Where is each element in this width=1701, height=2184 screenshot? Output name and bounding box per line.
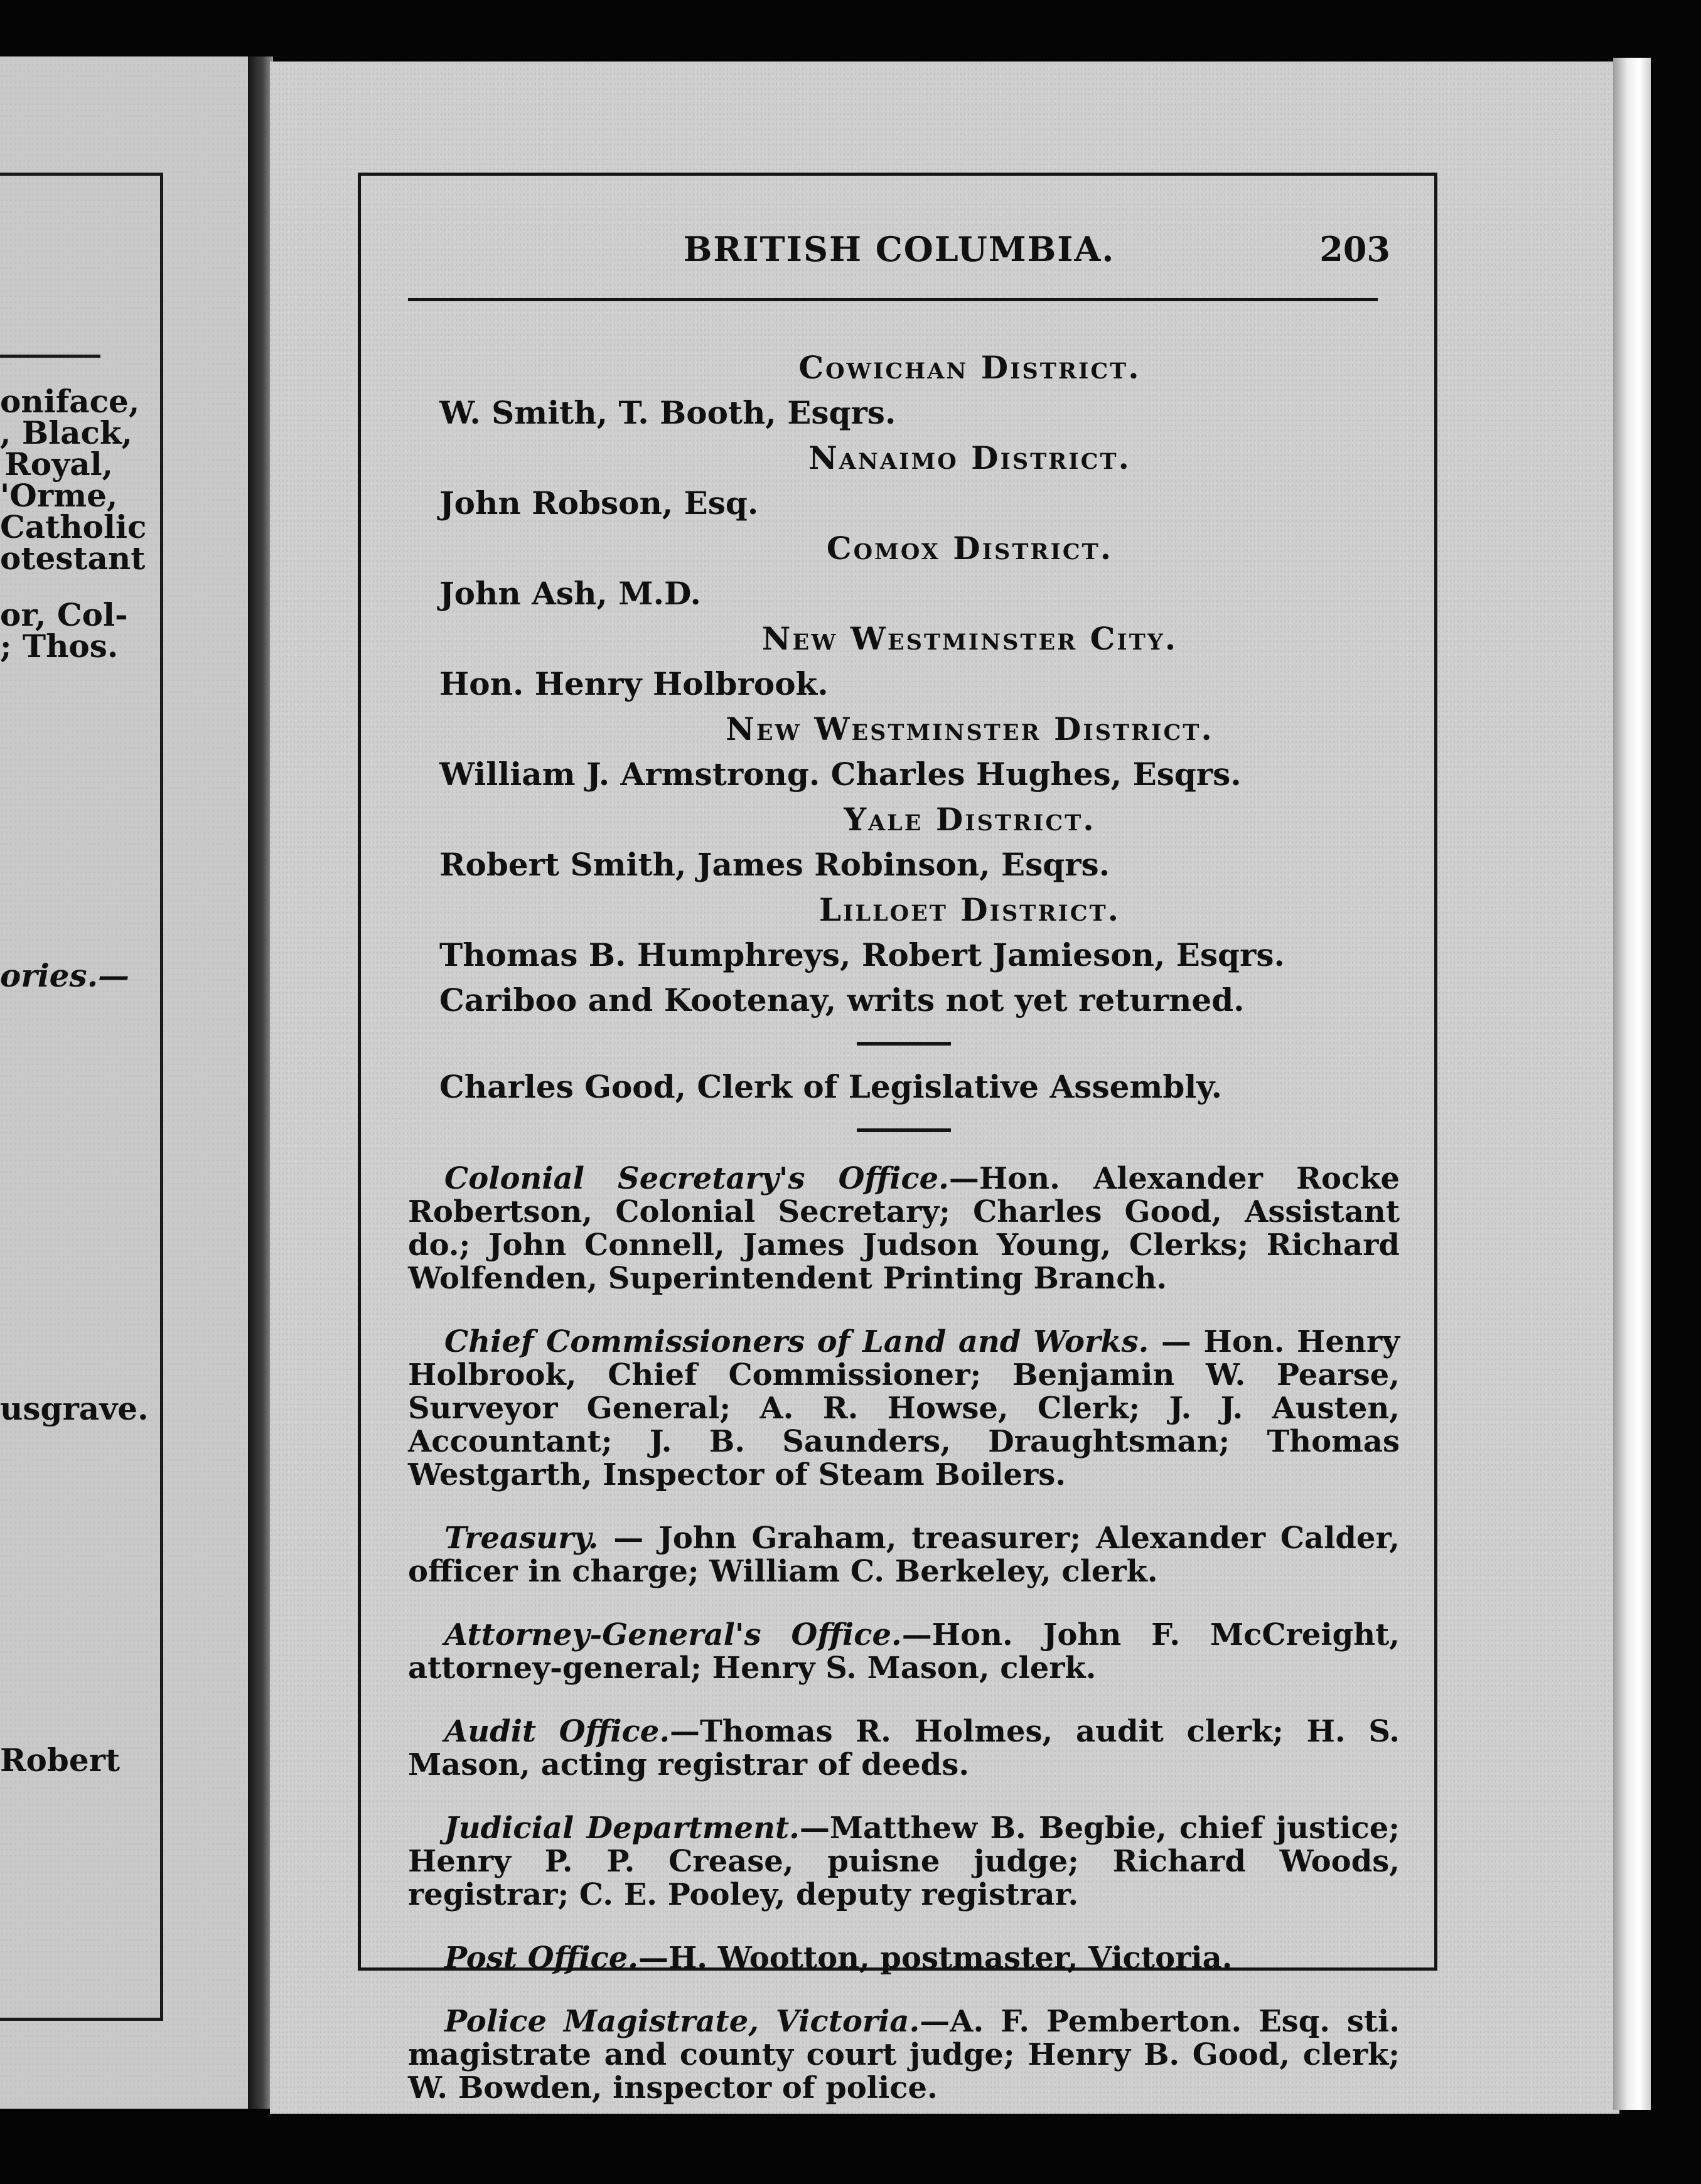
office-staff: —Matthew B. Begbie, chief justice; Henry P. P. Crease, puisne judge; Richard Woods, registrar; C. E. Pooley, deputy registrar. (408, 1811, 1400, 1912)
book-gutter (248, 56, 273, 2109)
office-entry (408, 2005, 1400, 2105)
office-staff: —Hon. John F. McCreight, attorney-general; Henry S. Mason, clerk. (408, 1617, 1400, 1686)
office-staff: — John Graham, treasurer; Alexander Calder, officer in charge; William C. Berkeley, clerk. (408, 1521, 1400, 1589)
district-heading: Nanaimo District. (808, 439, 1131, 476)
office-staff: —H. Wootton, postmaster, Victoria. (638, 1940, 1233, 1976)
page-title: BRITISH COLUMBIA. (683, 229, 1115, 269)
page-number: 203 (1319, 229, 1390, 269)
office-name: Treasury. (444, 1521, 599, 1556)
office-staff: — Hon. Henry Holbrook, Chief Commissioner; Benjamin W. Pearse, Surveyor General; A. R. Howse, Clerk; J. J. Austen, Accountant; J. B. Saunders, Draughtsman; Thomas Westgarth, Inspector of Steam Boilers. (408, 1324, 1400, 1492)
district-members: Thomas B. Humphreys, Robert Jamieson, Esqrs. (439, 936, 1285, 973)
office-name: Attorney-General's Office. (444, 1617, 902, 1652)
district-heading: Comox District. (826, 530, 1113, 567)
previous-page-rule (0, 355, 100, 358)
office-entry (408, 1942, 1400, 1975)
district-members: William J. Armstrong. Charles Hughes, Esqrs. (439, 756, 1242, 793)
office-name: Judicial Department. (444, 1811, 800, 1846)
district-members: John Robson, Esq. (439, 484, 759, 522)
previous-page (0, 56, 248, 2109)
district-heading: Yale District. (844, 801, 1096, 838)
page-content (408, 345, 1400, 2112)
previous-page-fragment: Catholic (0, 508, 147, 545)
district-members: Robert Smith, James Robinson, Esqrs. (439, 846, 1110, 883)
office-name: Colonial Secretary's Office. (444, 1161, 949, 1196)
returns-note: Cariboo and Kootenay, writs not yet returned. (439, 982, 1245, 1019)
district-members: W. Smith, T. Booth, Esqrs. (439, 394, 896, 431)
section-divider (857, 1128, 951, 1132)
running-head (408, 229, 1390, 267)
office-staff: —A. F. Pemberton. Esq. sti. magistrate and county court judge; Henry B. Good, clerk; W. Bowden, inspector of police. (408, 2004, 1400, 2106)
previous-page-fragment: ories.— (0, 957, 130, 994)
district-members: Hon. Henry Holbrook. (439, 665, 829, 702)
district-heading: New Westminster District. (726, 710, 1214, 747)
office-name: Post Office. (444, 1940, 638, 1976)
office-entry (408, 1619, 1400, 1685)
office-staff: —Thomas R. Holmes, audit clerk; H. S. Mason, acting registrar of deeds. (408, 1714, 1400, 1782)
assembly-clerk: Charles Good, Clerk of Legislative Assembly. (439, 1068, 1222, 1105)
district-members: John Ash, M.D. (439, 575, 701, 612)
previous-page-fragment: 'Orme, (0, 477, 118, 514)
previous-page-fragment: Robert (0, 1742, 121, 1779)
previous-page-fragment: ; Thos. (0, 628, 119, 665)
office-entry (408, 1325, 1400, 1492)
office-name: Chief Commissioners of Land and Works. (444, 1324, 1149, 1359)
previous-page-fragment: , Black, (0, 414, 132, 451)
district-heading: New Westminster City. (761, 620, 1178, 657)
office-entry (408, 1715, 1400, 1782)
previous-page-fragment: usgrave. (0, 1390, 149, 1427)
previous-page-fragment: Royal, (4, 446, 113, 483)
office-entry (408, 1162, 1400, 1295)
previous-page-fragment: oniface, (0, 383, 140, 420)
header-rule (408, 298, 1378, 301)
office-staff: —Hon. Alexander Rocke Robertson, Colonial Secretary; Charles Good, Assistant do.; John Connell, James Judson Young, Clerks; Richard Wolfenden, Superintendent Printing Branch. (408, 1161, 1400, 1296)
office-entry (408, 1812, 1400, 1912)
office-name: Audit Office. (444, 1714, 670, 1749)
previous-page-fragment: or, Col- (0, 596, 128, 633)
district-heading: Lilloet District. (818, 891, 1121, 928)
section-divider (857, 1042, 951, 1046)
office-entry (408, 1522, 1400, 1588)
district-heading: Cowichan District. (798, 349, 1141, 386)
page-edge (1613, 58, 1651, 2110)
office-name: Police Magistrate, Victoria. (444, 2004, 920, 2039)
previous-page-fragment: otestant (0, 540, 146, 577)
